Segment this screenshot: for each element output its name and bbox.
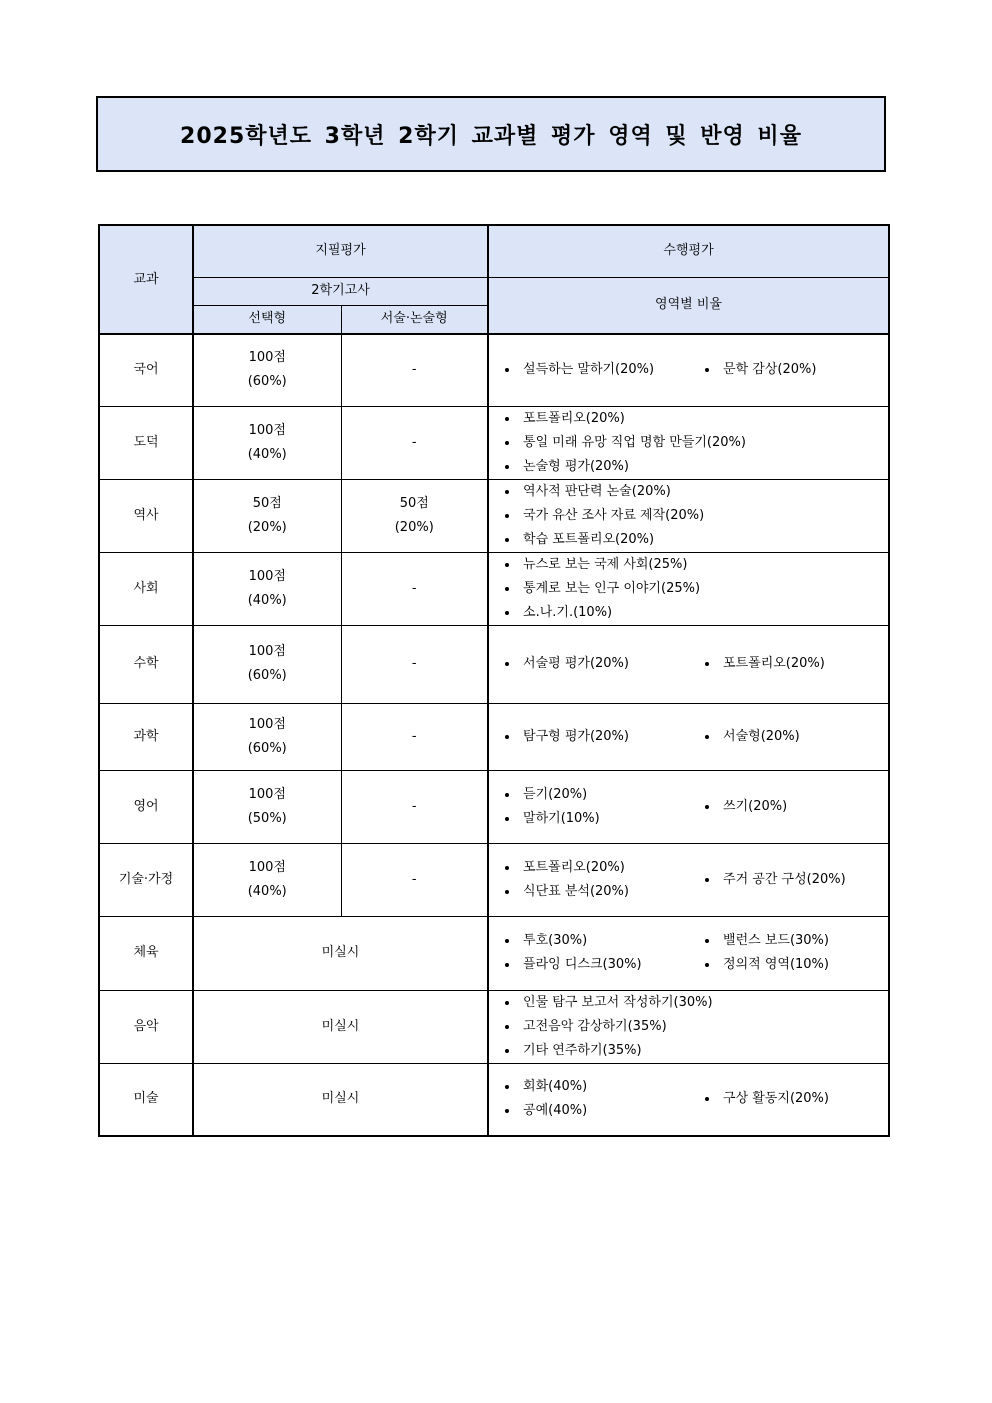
header-ratio: 영역별 비율 (488, 277, 889, 334)
perf-item-label: 탐구형 평가(20%) (523, 728, 629, 744)
perf-item (501, 807, 701, 831)
bullet-icon (505, 1025, 509, 1029)
subject-cell: 음악 (99, 990, 193, 1063)
perf-item-label: 통계로 보는 인구 이야기(25%) (523, 580, 701, 596)
perf-item-label: 학습 포트폴리오(20%) (523, 531, 655, 547)
title-box (96, 96, 886, 172)
subject-cell: 수학 (99, 625, 193, 703)
perf-item-label: 포트폴리오(20%) (723, 656, 825, 671)
bullet-icon (505, 490, 509, 494)
perf-item-label: 기타 연주하기(35%) (523, 1042, 642, 1058)
bullet-icon (705, 878, 709, 882)
perf-column-left (501, 1075, 701, 1123)
page-title: 2025학년도 3학년 2학기 교과별 평가 영역 및 반영 비율 (180, 123, 802, 149)
perf-column-right (701, 358, 881, 382)
perf-column-left (501, 991, 881, 1063)
perf-item (701, 652, 881, 676)
header-performance: 수행평가 (488, 225, 889, 277)
score-line: (40%) (247, 446, 287, 462)
bullet-icon (505, 611, 509, 615)
perf-item (501, 504, 881, 528)
perf-item (501, 1075, 701, 1099)
choice-score-cell (193, 479, 341, 552)
perf-column-left (501, 358, 701, 382)
perf-item (501, 601, 881, 625)
perf-item (701, 725, 881, 749)
perf-item-label: 말하기(10%) (523, 810, 600, 826)
perf-item-label: 뉴스로 보는 국제 사회(25%) (523, 556, 688, 572)
bullet-icon (505, 1109, 509, 1113)
bullet-icon (505, 939, 509, 943)
score-line: (60%) (247, 668, 287, 683)
score-line: - (411, 871, 417, 887)
perf-item-label: 소.나.기.(10%) (523, 604, 613, 620)
perf-item-label: 공예(40%) (523, 1103, 588, 1119)
choice-score-cell (193, 843, 341, 916)
score-line: (60%) (247, 374, 287, 390)
perf-column-left (501, 480, 881, 552)
perf-item (501, 455, 881, 479)
written-not-conducted-cell: 미실시 (193, 990, 488, 1063)
perf-item (501, 953, 701, 977)
bullet-icon (705, 735, 709, 739)
score-line: (60%) (247, 740, 287, 756)
perf-item (501, 407, 881, 431)
score-line: 100점 (248, 568, 286, 584)
table-row (99, 552, 889, 625)
performance-cell (488, 479, 889, 552)
header-exam: 2학기고사 (193, 277, 488, 305)
perf-item-label: 투호(30%) (523, 933, 588, 948)
header-written: 지필평가 (193, 225, 488, 277)
perf-item-label: 논술형 평가(20%) (523, 458, 629, 474)
perf-item-label: 통일 미래 유망 직업 명함 만들기(20%) (523, 434, 746, 450)
score-line: - (411, 434, 417, 450)
bullet-icon (505, 465, 509, 469)
bullet-icon (505, 1001, 509, 1005)
table-row (99, 406, 889, 479)
perf-item (501, 725, 701, 749)
header-subject: 교과 (99, 225, 193, 334)
score-line: (40%) (247, 592, 287, 608)
bullet-icon (505, 1049, 509, 1053)
perf-item (701, 868, 881, 892)
perf-item (501, 1099, 701, 1123)
score-line: 100점 (248, 786, 286, 802)
header-choice: 선택형 (193, 305, 341, 334)
perf-column-right (701, 1075, 881, 1123)
perf-item (501, 929, 701, 953)
essay-score-cell (341, 703, 488, 770)
score-line: - (411, 798, 417, 814)
subject-cell: 사회 (99, 552, 193, 625)
bullet-icon (505, 735, 509, 739)
score-line: - (411, 362, 417, 378)
perf-item-label: 포트폴리오(20%) (523, 859, 625, 875)
perf-item-label: 듣기(20%) (523, 786, 588, 802)
perf-item-label: 플라잉 디스크(30%) (523, 957, 642, 972)
perf-item-label: 고전음악 감상하기(35%) (523, 1018, 667, 1034)
perf-item-label: 문학 감상(20%) (723, 362, 817, 378)
bullet-icon (705, 805, 709, 809)
bullet-icon (705, 939, 709, 943)
table-row (99, 770, 889, 843)
perf-column-left (501, 929, 701, 977)
perf-item-label: 국가 유산 조사 자료 제작(20%) (523, 507, 705, 523)
table-row (99, 990, 889, 1063)
choice-score-cell (193, 703, 341, 770)
table-body (99, 334, 889, 1136)
subject-cell: 기술·가정 (99, 843, 193, 916)
perf-item-label: 식단표 분석(20%) (523, 883, 629, 899)
perf-column-left (501, 407, 881, 479)
table-row (99, 334, 889, 406)
perf-item (501, 358, 701, 382)
bullet-icon (705, 368, 709, 372)
perf-column-right (701, 783, 881, 831)
bullet-icon (705, 662, 709, 666)
perf-item (701, 795, 881, 819)
performance-cell (488, 703, 889, 770)
essay-score-cell (341, 334, 488, 406)
perf-column-right (701, 856, 881, 904)
essay-score-cell (341, 625, 488, 703)
score-line: (20%) (247, 519, 287, 535)
subject-cell: 과학 (99, 703, 193, 770)
perf-item-label: 서술형(20%) (723, 728, 800, 744)
written-not-conducted-cell: 미실시 (193, 1063, 488, 1136)
perf-item (701, 358, 881, 382)
perf-column-left (501, 553, 881, 625)
bullet-icon (505, 817, 509, 821)
table-row (99, 1063, 889, 1136)
choice-score-cell (193, 552, 341, 625)
bullet-icon (505, 538, 509, 542)
score-line: - (411, 656, 417, 671)
bullet-icon (505, 441, 509, 445)
perf-column-right (701, 929, 881, 977)
score-line: 100점 (248, 350, 286, 366)
bullet-icon (505, 587, 509, 591)
perf-item (501, 856, 701, 880)
score-line: - (411, 580, 417, 596)
performance-cell (488, 334, 889, 406)
bullet-icon (505, 662, 509, 666)
performance-cell (488, 406, 889, 479)
perf-item-label: 구상 활동지(20%) (723, 1091, 829, 1107)
performance-cell (488, 916, 889, 990)
evaluation-table (98, 224, 890, 1137)
performance-cell (488, 1063, 889, 1136)
table-row (99, 916, 889, 990)
bullet-icon (505, 368, 509, 372)
essay-score-cell (341, 843, 488, 916)
performance-cell (488, 843, 889, 916)
table-row (99, 843, 889, 916)
perf-item-label: 밸런스 보드(30%) (723, 933, 829, 948)
perf-column-right (701, 725, 881, 749)
score-line: (20%) (394, 519, 434, 535)
performance-cell (488, 990, 889, 1063)
perf-item (501, 528, 881, 552)
table-row (99, 703, 889, 770)
bullet-icon (505, 417, 509, 421)
perf-item (501, 553, 881, 577)
perf-item-label: 주거 공간 구성(20%) (723, 871, 846, 887)
table-row (99, 479, 889, 552)
bullet-icon (505, 1085, 509, 1089)
subject-cell: 미술 (99, 1063, 193, 1136)
choice-score-cell (193, 334, 341, 406)
score-line: 100점 (248, 859, 286, 875)
perf-item (701, 929, 881, 953)
essay-score-cell (341, 406, 488, 479)
perf-item-label: 쓰기(20%) (723, 798, 788, 814)
score-line: (50%) (247, 810, 287, 826)
table-row (99, 625, 889, 703)
choice-score-cell (193, 406, 341, 479)
performance-cell (488, 770, 889, 843)
subject-cell: 체육 (99, 916, 193, 990)
score-line: 100점 (248, 644, 286, 659)
bullet-icon (705, 963, 709, 967)
perf-item-label: 설득하는 말하기(20%) (523, 362, 655, 378)
perf-item (501, 1039, 881, 1063)
perf-item-label: 정의적 영역(10%) (723, 957, 829, 972)
perf-item (701, 1087, 881, 1111)
perf-item-label: 포트폴리오(20%) (523, 410, 625, 426)
choice-score-cell (193, 770, 341, 843)
subject-cell: 영어 (99, 770, 193, 843)
bullet-icon (705, 1097, 709, 1101)
bullet-icon (505, 563, 509, 567)
essay-score-cell (341, 770, 488, 843)
score-line: 50점 (399, 495, 429, 511)
bullet-icon (505, 963, 509, 967)
perf-item (501, 652, 701, 676)
performance-cell (488, 625, 889, 703)
subject-cell: 역사 (99, 479, 193, 552)
bullet-icon (505, 866, 509, 870)
perf-item-label: 서술평 평가(20%) (523, 656, 629, 671)
score-line: 100점 (248, 422, 286, 438)
perf-item-label: 역사적 판단력 논술(20%) (523, 483, 671, 499)
perf-item (501, 480, 881, 504)
subject-cell: 도덕 (99, 406, 193, 479)
perf-column-left (501, 725, 701, 749)
perf-item (501, 431, 881, 455)
perf-item (501, 880, 701, 904)
perf-item-label: 회화(40%) (523, 1079, 588, 1095)
perf-item (701, 953, 881, 977)
header-essay: 서술·논술형 (341, 305, 488, 334)
bullet-icon (505, 793, 509, 797)
perf-item (501, 577, 881, 601)
bullet-icon (505, 890, 509, 894)
perf-item (501, 991, 881, 1015)
choice-score-cell (193, 625, 341, 703)
performance-cell (488, 552, 889, 625)
score-line: - (411, 728, 417, 744)
perf-item-label: 인물 탐구 보고서 작성하기(30%) (523, 994, 713, 1010)
subject-cell: 국어 (99, 334, 193, 406)
perf-item (501, 1015, 881, 1039)
essay-score-cell (341, 479, 488, 552)
score-line: 100점 (248, 716, 286, 732)
score-line: 50점 (252, 495, 282, 511)
perf-column-left (501, 652, 701, 676)
perf-item (501, 783, 701, 807)
written-not-conducted-cell: 미실시 (193, 916, 488, 990)
perf-column-left (501, 783, 701, 831)
bullet-icon (505, 514, 509, 518)
perf-column-left (501, 856, 701, 904)
perf-column-right (701, 652, 881, 676)
score-line: (40%) (247, 883, 287, 899)
essay-score-cell (341, 552, 488, 625)
